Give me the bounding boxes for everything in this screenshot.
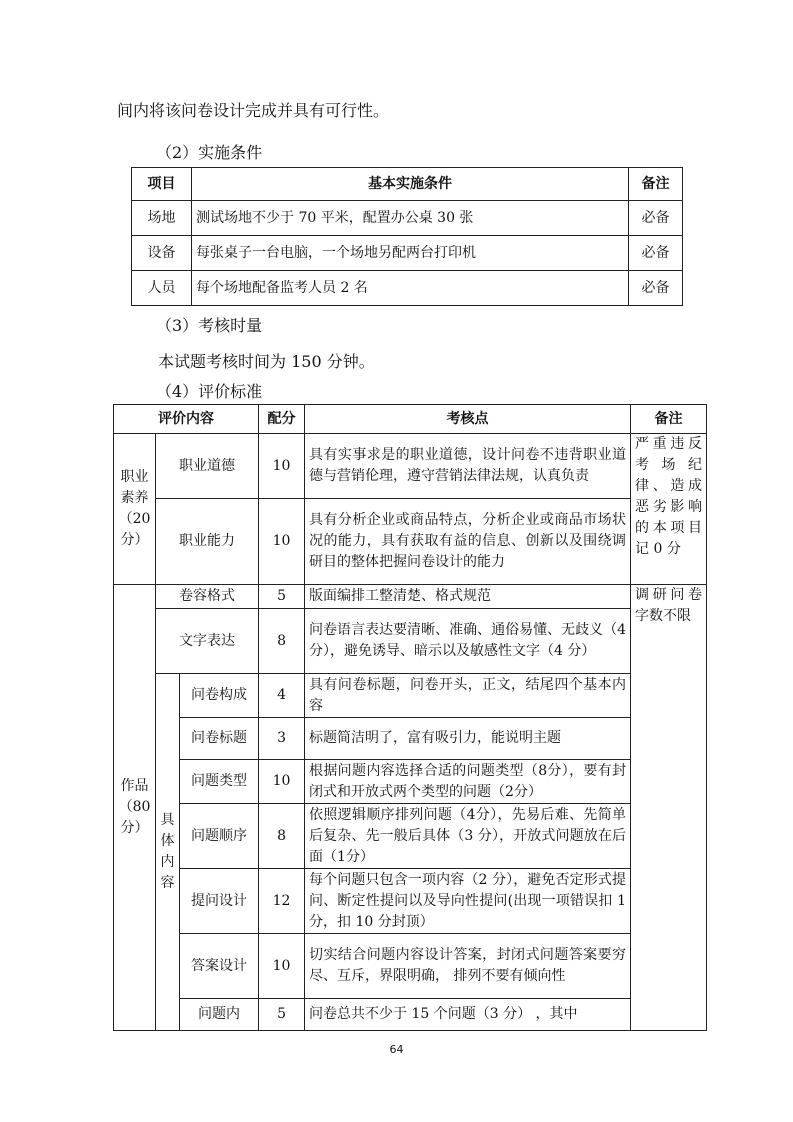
condition-text: 测试场地不少于 70 平米，配置办公桌 30 张 (192, 201, 629, 236)
criterion-point: 根据问题内容选择合适的问题类型（8分），要有封闭式和开放式两个类型的问题（2分） (305, 760, 631, 804)
table-row (114, 760, 707, 804)
criterion-point: 标题简洁明了，富有吸引力，能说明主题 (305, 718, 631, 760)
criterion-score: 8 (259, 804, 305, 869)
table-row (132, 236, 683, 271)
table-row (114, 674, 707, 718)
intro-line: 间内将该问卷设计完成并具有可行性。 (117, 101, 390, 120)
criterion-name: 文字表达 (156, 609, 259, 674)
group-professional: 职业素养（20分） (114, 434, 156, 585)
criteria-table (113, 404, 707, 1031)
specific-content-label: 具体内容 (156, 674, 180, 1031)
table-row (114, 434, 707, 499)
criterion-name: 问题内 (180, 999, 259, 1031)
criterion-score: 5 (259, 999, 305, 1031)
table-row (114, 999, 707, 1031)
criterion-name: 提问设计 (180, 869, 259, 934)
condition-text: 每个场地配备监考人员 2 名 (192, 271, 629, 306)
conditions-header-item: 项目 (132, 168, 192, 201)
criterion-score: 8 (259, 609, 305, 674)
criterion-score: 12 (259, 869, 305, 934)
page-number: 64 (389, 1043, 404, 1056)
table-row (132, 201, 683, 236)
criterion-name: 答案设计 (180, 934, 259, 999)
condition-item: 设备 (132, 236, 192, 271)
criterion-point: 版面编排工整清楚、格式规范 (305, 585, 631, 609)
conditions-table (131, 167, 683, 306)
criterion-score: 4 (259, 674, 305, 718)
criterion-point: 切实结合问题内容设计答案，封闭式问题答案要穷尽、互斥，界限明确， 排列不要有倾向性 (305, 934, 631, 999)
professional-note: 严重违反考场纪律、造成恶劣影响的本项目记 0 分 (631, 434, 707, 585)
section-heading-conditions: （2）实施条件 (156, 143, 263, 162)
condition-text: 每张桌子一台电脑，一个场地另配两台打印机 (192, 236, 629, 271)
criteria-header-point: 考核点 (305, 405, 631, 434)
condition-item: 人员 (132, 271, 192, 306)
criterion-score: 10 (259, 434, 305, 499)
section-heading-duration: （3）考核时量 (156, 316, 263, 335)
table-row (114, 585, 707, 609)
criterion-score: 10 (259, 760, 305, 804)
table-row (114, 609, 707, 674)
criteria-header-content: 评价内容 (114, 405, 259, 434)
criterion-point: 具有分析企业或商品特点，分析企业或商品市场状况的能力，具有获取有益的信息、创新以及围绕调研目的整体把握问卷设计的能力 (305, 499, 631, 585)
table-row (114, 934, 707, 999)
criterion-score: 5 (259, 585, 305, 609)
work-note: 调研问卷字数不限 (631, 585, 707, 1031)
table-row (132, 271, 683, 306)
criterion-name: 职业道德 (156, 434, 259, 499)
table-row (114, 804, 707, 869)
criterion-name: 问卷构成 (180, 674, 259, 718)
criterion-point: 每个问题只包含一项内容（2 分），避免否定形式提问、断定性提问以及导向性提问(出现一项错误扣 1 分，扣 10 分封顶） (305, 869, 631, 934)
criterion-point: 问卷总共不少于 15 个问题（3 分） ，其中 (305, 999, 631, 1031)
criterion-name: 卷容格式 (156, 585, 259, 609)
criterion-score: 10 (259, 499, 305, 585)
conditions-header-note: 备注 (629, 168, 683, 201)
criterion-name: 问卷标题 (180, 718, 259, 760)
criterion-name: 问题顺序 (180, 804, 259, 869)
condition-note: 必备 (629, 236, 683, 271)
table-row (114, 718, 707, 760)
group-work: 作品（80分） (114, 585, 156, 1031)
table-row (114, 869, 707, 934)
condition-note: 必备 (629, 271, 683, 306)
criterion-score: 3 (259, 718, 305, 760)
criterion-point: 依照逻辑顺序排列问题（4分），先易后难、先简单后复杂、先一般后具体（3 分），开放式问题放在后面（1分） (305, 804, 631, 869)
condition-note: 必备 (629, 201, 683, 236)
criterion-name: 职业能力 (156, 499, 259, 585)
criterion-point: 具有问卷标题，问卷开头，正文，结尾四个基本内容 (305, 674, 631, 718)
criterion-score: 10 (259, 934, 305, 999)
section-heading-criteria: （4）评价标准 (156, 382, 263, 401)
criteria-header-score: 配分 (259, 405, 305, 434)
criterion-point: 具有实事求是的职业道德，设计问卷不违背职业道德与营销伦理，遵守营销法律法规，认真负责 (305, 434, 631, 499)
duration-text: 本试题考核时间为 150 分钟。 (158, 352, 375, 371)
criterion-name: 问题类型 (180, 760, 259, 804)
criteria-header-note: 备注 (631, 405, 707, 434)
conditions-header-condition: 基本实施条件 (192, 168, 629, 201)
table-row (114, 499, 707, 585)
criterion-point: 问卷语言表达要清晰、准确、通俗易懂、无歧义（4 分），避免诱导、暗示以及敏感性文字（4 分） (305, 609, 631, 674)
condition-item: 场地 (132, 201, 192, 236)
